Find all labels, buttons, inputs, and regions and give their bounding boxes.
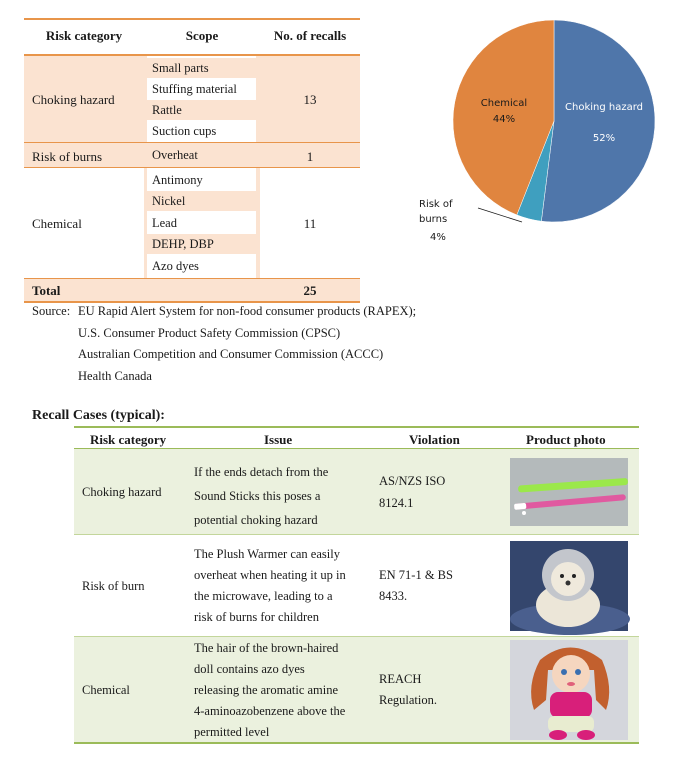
source-line: Australian Competition and Consumer Commission (ACCC) (78, 347, 384, 361)
cases-bottom-rule (74, 742, 639, 744)
case-category: Chemical (82, 683, 130, 697)
count-choking: 13 (303, 92, 317, 107)
scope-item: Overheat (152, 148, 198, 162)
case-violation (379, 471, 445, 514)
case-violation-line: REACH (379, 672, 422, 686)
scope-item: DEHP, DBP (147, 234, 256, 254)
product-photo-plush-warmer (510, 541, 628, 631)
risk-pie-chart (419, 10, 670, 260)
count-chemical: 11 (303, 216, 317, 231)
header-scope: Scope (185, 28, 219, 43)
case-violation (379, 669, 437, 711)
case-issue (194, 462, 328, 531)
case-issue-line: doll contains azo dyes (194, 662, 305, 676)
header-violation: Violation (409, 432, 460, 447)
scope-item: Small parts (147, 58, 256, 78)
case-issue (194, 638, 345, 743)
category-burns: Risk of burns (32, 149, 103, 164)
case-issue-line: The hair of the brown-haired (194, 641, 339, 655)
scope-item: Azo dyes (152, 259, 199, 273)
header-recalls: No. of recalls (273, 28, 347, 43)
product-photo-doll (510, 640, 628, 740)
case-issue-line: the microwave, leading to a (194, 589, 333, 603)
case-violation-line: Regulation. (379, 693, 437, 707)
source-line: EU Rapid Alert System for non-food consumer products (RAPEX); (78, 304, 417, 318)
percent-choking: 52% (592, 133, 616, 144)
total-value: 25 (303, 283, 317, 298)
source-line: Health Canada (78, 369, 152, 383)
case-violation-line: 8433. (379, 589, 408, 603)
total-label: Total (32, 283, 61, 298)
case-issue-line: The Plush Warmer can easily (194, 547, 340, 561)
case-issue-line: If the ends detach from the (194, 465, 329, 479)
case-violation-line: 8124.1 (379, 496, 414, 510)
slice-choking-hazard (541, 20, 655, 222)
label-burns-line2: burns (419, 214, 448, 225)
header-risk-category: Risk category (45, 28, 123, 43)
percent-chemical: 44% (492, 114, 516, 125)
header-product-photo: Product photo (526, 432, 606, 447)
scope-item: Rattle (147, 100, 256, 120)
cases-top-rule (74, 426, 639, 428)
product-photo-sound-sticks (510, 458, 628, 526)
case-category: Choking hazard (82, 485, 162, 499)
header-issue: Issue (264, 432, 293, 447)
label-choking: Choking hazard (565, 102, 643, 113)
case-issue-line: permitted level (194, 725, 270, 739)
doll-dress (550, 692, 592, 718)
scope-item: Nickel (147, 191, 256, 211)
source-label: Source: (32, 304, 71, 318)
case-issue-line: overheat when heating it up in (194, 568, 346, 582)
doll-face (552, 655, 590, 693)
category-chemical: Chemical (32, 216, 82, 231)
header-risk-category: Risk category (90, 432, 167, 447)
case-violation-line: EN 71-1 & BS (379, 568, 453, 582)
case-issue-line: 4-aminoazobenzene above the (194, 704, 346, 718)
label-chemical: Chemical (480, 98, 528, 109)
category-choking: Choking hazard (32, 92, 115, 107)
count-burns: 1 (306, 149, 314, 164)
recall-cases-table (74, 426, 639, 744)
recall-cases-title: Recall Cases (typical): (32, 408, 165, 423)
scope-item: Stuffing material (152, 82, 237, 96)
scope-item: Suction cups (152, 124, 217, 138)
case-category: Risk of burn (82, 579, 145, 593)
case-issue (194, 544, 346, 628)
case-issue-line: Sound Sticks this poses a (194, 489, 321, 503)
scope-item: Antimony (152, 173, 203, 187)
case-issue-line: potential choking hazard (194, 513, 318, 527)
percent-burns: 4% (430, 232, 446, 243)
label-burns-line1: Risk of (419, 199, 453, 210)
label-burns (419, 199, 456, 225)
case-violation-line: AS/NZS ISO (379, 474, 446, 488)
case-issue-line: risk of burns for children (194, 610, 319, 624)
case-violation (379, 565, 453, 607)
source-line: U.S. Consumer Product Safety Commission (CPSC) (78, 326, 341, 340)
case-issue-line: releasing the aromatic amine (194, 683, 339, 697)
row-rule (74, 534, 639, 535)
scope-item: Lead (152, 216, 177, 230)
table-bottom-rule (24, 301, 360, 303)
